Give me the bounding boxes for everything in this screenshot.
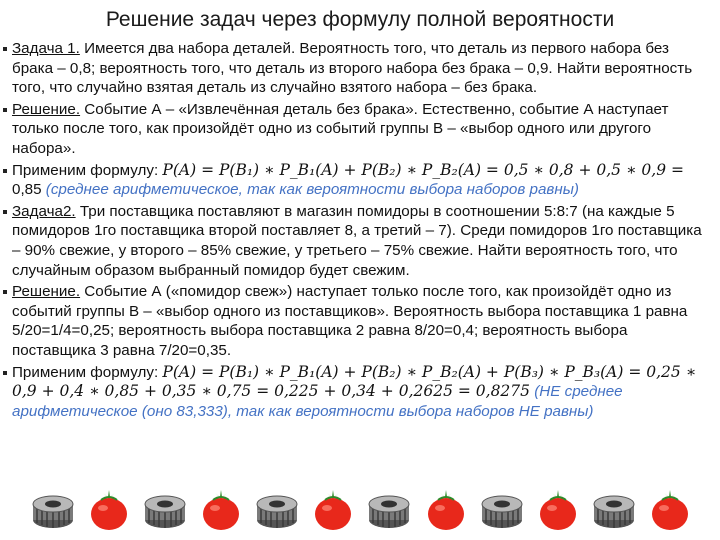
bullet-icon	[3, 371, 7, 375]
bullet-icon	[3, 47, 7, 51]
bullet-icon	[3, 169, 7, 173]
page-title: Решение задач через формулу полной вероятности	[105, 8, 615, 31]
solution1-label: Решение.	[12, 100, 81, 118]
task2-paragraph	[12, 202, 710, 280]
tomato-icon	[650, 488, 690, 532]
bullet-icon	[3, 108, 7, 112]
formula2-continuation: 0,9 + 0,4 ∗ 0,85 + 0,35 ∗ 0,75 = 0,225 + 0,34 + 0,2625 = 0,8275	[12, 382, 531, 401]
formula1-comment: (среднее арифметическое, так как вероятности выбора наборов равны)	[41, 181, 579, 199]
tomato-icon	[89, 488, 129, 532]
gear-icon	[142, 490, 188, 530]
tomato-icon	[313, 488, 353, 532]
solution2-label: Решение.	[12, 283, 81, 301]
tomato-icon	[201, 488, 241, 532]
task2-text: Три поставщика поставляют в магазин помидоры в соотношении 5:8:7 (на каждые 5 помидоров 1го поставщика второй поставляет 8, а третий – 7). Среди помидоров 1го поставщика – 90% свежие, у второго – 85% свежие, у третьего – 75% свежие. Найти вероятность того, что случайным образом выбранный помидор будет свежим.	[12, 202, 702, 279]
formula2-expression: P(A) = P(B₁) ∗ P_B₁(A) + P(B₂) ∗ P_B₂(A) + P(B₃) ∗ P_B₃(A) = 0,25 ∗	[162, 362, 697, 381]
gear-icon	[591, 490, 637, 530]
slide-content	[12, 39, 710, 423]
gear-icon	[254, 490, 300, 530]
gear-icon	[366, 490, 412, 530]
task2-label: Задача2.	[12, 202, 76, 220]
gear-icon	[479, 490, 525, 530]
formula1-result: 0,85	[12, 181, 42, 199]
formula1-intro: Применим формулу:	[12, 161, 163, 179]
task1-paragraph	[12, 39, 710, 98]
formula2-paragraph	[12, 363, 710, 422]
tomato-icon	[426, 488, 466, 532]
solution2-text: Событие А («помидор свеж») наступает только после того, как произойдёт одно из событий группы В – «выбор одного из поставщиков». Вероятность выбора поставщика 1 равна 5/20=1/4=0,25; вероятность выбора поставщика 2 равна 8/20=0,4; вероятность выбора поставщика 3 равна 7/20=0,35.	[12, 283, 688, 359]
solution2-paragraph	[12, 282, 710, 360]
solution1-paragraph	[12, 100, 710, 159]
bullet-icon	[3, 210, 7, 214]
formula1-paragraph	[12, 161, 710, 200]
formula2-comment: (НЕ среднее арифметическое (оно 83,333), так как вероятности выбора наборов НЕ равны)	[12, 383, 623, 420]
formula1-expression: P(A) = P(B₁) ∗ P_B₁(A) + P(B₂) ∗ P_B₂(A) = 0,5 ∗ 0,8 + 0,5 ∗ 0,9 =	[162, 160, 684, 179]
tomato-icon	[538, 488, 578, 532]
solution1-text: Событие А – «Извлечённая деталь без брака». Естественно, событие А наступает только после того, как произойдёт одно из событий группы В – «выбор одного или другого набора».	[12, 100, 669, 157]
task1-text: Имеется два набора деталей. Вероятность того, что деталь из первого набора без брака – 0,8; вероятность того, что деталь из второго набора без брака – 0,9. Найти вероятность того, что случайно взятая деталь из случайно взятого набора – без брака.	[12, 40, 693, 97]
bullet-icon	[3, 290, 7, 294]
formula2-intro: Применим формулу:	[12, 363, 163, 381]
gear-icon	[30, 490, 76, 530]
task1-label: Задача 1.	[12, 40, 80, 57]
illustration-strip	[30, 486, 690, 534]
